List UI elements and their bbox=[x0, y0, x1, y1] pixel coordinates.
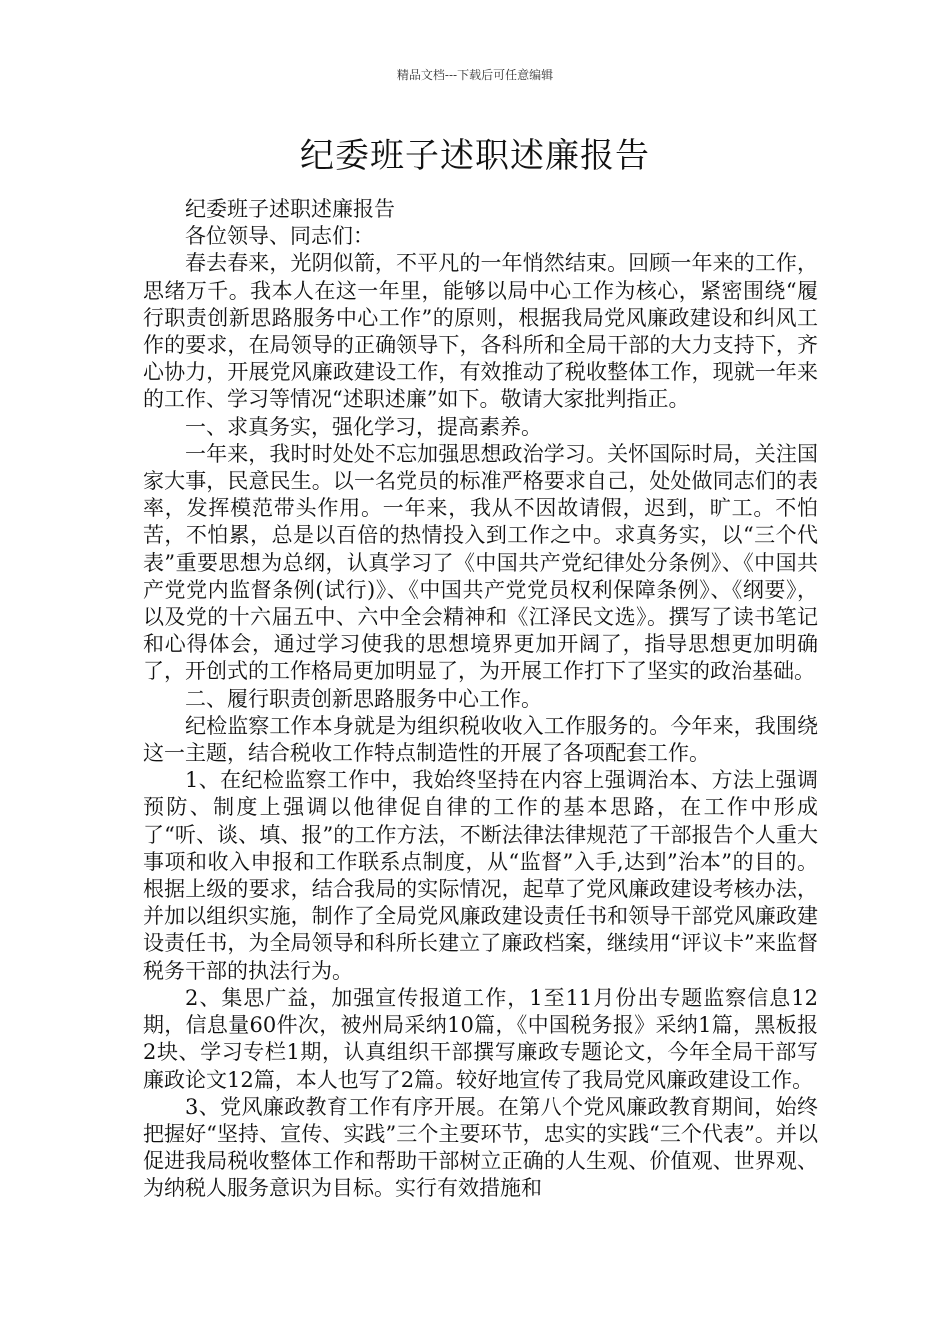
paragraph-subtitle: 纪委班子述职述廉报告 bbox=[185, 197, 395, 221]
page-header-note: 精品文档---下载后可任意编辑 bbox=[396, 68, 554, 82]
document-body bbox=[143, 196, 818, 1203]
paragraph-item-3: 3、党风廉政教育工作有序开展。在第八个党风廉政教育期间，始终把握好“坚持、宣传、实践”三个主要环节，忠实的实践“三个代表”。并以促进我局税收整体工作和帮助干部树立正确的人生观、价值观、世界观、为纳税人服务意识为目标。实行有效措施和 bbox=[143, 1094, 818, 1201]
section-heading-1: 一、求真务实，强化学习，提高素养。 bbox=[185, 414, 542, 439]
paragraph-item-1: 1、在纪检监察工作中，我始终坚持在内容上强调治本、方法上强调预防、制度上强调以他律促自律的工作的基本思路，在工作中形成了“听、谈、填、报”的工作方法，不断法律法律规范了干部报告个人重大事项和收入申报和工作联系点制度，从“监督”入手,达到”治本”的目的。根据上级的要求，结合我局的实际情况，起草了党风廉政建设考核办法，并加以组织实施，制作了全局党风廉政建设责任书和领导干部党风廉政建设责任书，为全局领导和科所长建立了廉政档案，继续用“评议卡”来监督税务干部的执法行为。 bbox=[143, 768, 818, 983]
paragraph-item-2: 2、集思广益，加强宣传报道工作，1至11月份出专题监察信息12期，信息量60件次，被州局采纳10篇，《中国税务报》采纳1篇，黑板报2块、学习专栏1期，认真组织干部撰写廉政专题论文，今年全局干部写廉政论文12篇，本人也写了2篇。较好地宣传了我局党风廉政建设工作。 bbox=[143, 985, 818, 1092]
section-heading-2: 二、履行职责创新思路服务中心工作。 bbox=[185, 686, 542, 711]
paragraph-salutation: 各位领导、同志们： bbox=[185, 224, 374, 249]
paragraph-study: 一年来，我时时处处不忘加强思想政治学习。关怀国际时局，关注国家大事，民意民生。以一名党员的标准严格要求自己，处处做同志们的表率，发挥模范带头作用。一年来，我从不因故请假，迟到，旷工。不怕苦，不怕累，总是以百倍的热情投入到工作之中。求真务实，以“三个代表”重要思想为总纲，认真学习了《中国共产党纪律处分条例》、《中国共产党党内监督条例(试行)》、《中国共产党党员权利保障条例》、《纲要》，以及党的十六届五中、六中全会精神和《江泽民文选》。撰写了读书笔记和心得体会，通过学习使我的思想境界更加开阔了，指导思想更加明确了，开创式的工作格局更加明显了，为开展工作打下了坚实的政治基础。 bbox=[143, 441, 818, 684]
document-title: 纪委班子述职述廉报告 bbox=[300, 136, 650, 176]
paragraph-service: 纪检监察工作本身就是为组织税收收入工作服务的。今年来，我围绕这一主题，结合税收工作特点制造性的开展了各项配套工作。 bbox=[143, 713, 818, 766]
paragraph-intro: 春去春来，光阴似箭，不平凡的一年悄然结束。回顾一年来的工作，思绪万千。我本人在这一年里，能够以局中心工作为核心，紧密围绕“履行职责创新思路服务中心工作”的原则，根据我局党风廉政建设和纠风工作的要求，在局领导的正确领导下，各科所和全局干部的大力支持下，齐心协力，开展党风廉政建设工作，有效推动了税收整体工作，现就一年来的工作、学习等情况“述职述廉”如下。敬请大家批判指正。 bbox=[143, 251, 818, 412]
